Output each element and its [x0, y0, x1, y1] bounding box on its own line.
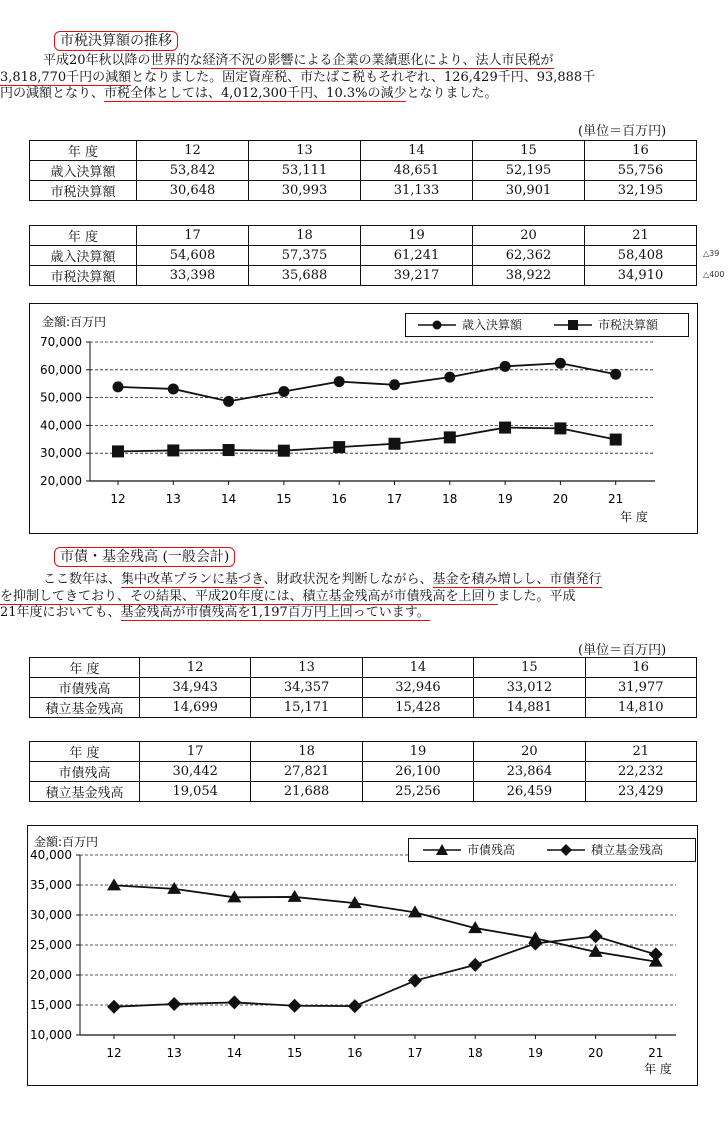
table-cell: 15	[474, 658, 585, 678]
table-cell: 12	[137, 141, 249, 161]
data-point	[112, 445, 124, 457]
table-cell: 14,881	[474, 698, 585, 718]
row-header-cell: 年 度	[30, 141, 137, 161]
table-cell: 23,429	[585, 782, 696, 802]
table-cell: 21,688	[251, 782, 362, 802]
underlined-text: 3,818,770千円の減額	[0, 69, 132, 85]
underlined-text: 基金残高が市債残高を1,197百万円上回っています。	[120, 605, 430, 620]
table-row	[30, 782, 697, 802]
table-cell: 27,821	[251, 762, 362, 782]
table-header-row	[30, 742, 697, 762]
data-point	[499, 422, 511, 434]
x-tick-label: 18	[467, 1046, 483, 1060]
x-axis-label: 年 度	[644, 1062, 672, 1076]
y-axis-label: 金額:百万円	[34, 835, 99, 849]
table-cell: 34,357	[251, 678, 362, 698]
chart-svg	[28, 826, 697, 1085]
table-cell: 21	[585, 226, 697, 246]
data-point	[167, 444, 179, 456]
data-point	[113, 381, 124, 392]
x-tick-label: 18	[442, 492, 458, 506]
table-row	[30, 181, 697, 201]
legend-label-fund: 積立基金残高	[591, 843, 664, 857]
paragraph-line	[0, 605, 690, 622]
series-line	[118, 363, 616, 401]
table-cell: 19,054	[140, 782, 251, 802]
row-header-cell: 年 度	[30, 226, 137, 246]
x-tick-label: 20	[552, 492, 569, 506]
table-cell: 13	[249, 141, 361, 161]
data-point	[589, 929, 603, 943]
margin-note: △400	[703, 270, 725, 279]
table-cell: 16	[585, 141, 697, 161]
series-line	[118, 428, 616, 452]
table-row	[30, 678, 697, 698]
table-cell: 14,810	[585, 698, 696, 718]
table-cell: 15,171	[251, 698, 362, 718]
underlined-text: 基金を積み増しし、市債発行	[432, 572, 602, 587]
x-tick-label: 15	[276, 492, 292, 506]
data-point	[278, 445, 290, 457]
margin-note: △39	[703, 249, 720, 258]
table-cell: 39,217	[361, 266, 473, 286]
data-point	[555, 358, 566, 369]
data-point	[223, 396, 234, 407]
table-row	[30, 698, 697, 718]
paragraph-text: 、財政状況を判断しながら、	[263, 572, 433, 587]
table-row	[30, 246, 697, 266]
y-tick-label: 30,000	[30, 908, 72, 922]
data-point	[408, 974, 422, 988]
data-point	[334, 376, 345, 387]
table-cell: 21	[585, 742, 696, 762]
data-point	[168, 383, 179, 394]
y-tick-label: 25,000	[30, 938, 72, 952]
data-point	[554, 422, 566, 434]
table-cell: 18	[249, 226, 361, 246]
table-cell: 34,943	[140, 678, 251, 698]
x-tick-label: 12	[110, 492, 126, 506]
data-point	[500, 361, 511, 372]
table-cell: 19	[362, 742, 473, 762]
table-cell: 62,362	[473, 246, 585, 266]
table-cell: 20	[474, 742, 585, 762]
table-cell: 16	[585, 658, 696, 678]
table-cell: 31,133	[361, 181, 473, 201]
table-cell: 25,256	[362, 782, 473, 802]
paragraph-text: となりました。固定資産税、市たばこ税もそれぞれ、126,429千円、93,888千	[131, 69, 596, 85]
x-tick-label: 21	[608, 492, 624, 506]
x-tick-label: 13	[165, 492, 181, 506]
data-point	[389, 438, 401, 450]
underlined-text: を抑制してきており、その結果、平成20年度には、積立基金残高が市債残高を上回り	[0, 588, 498, 604]
tax-paragraph	[0, 53, 690, 103]
x-tick-label: 14	[226, 1046, 243, 1060]
data-point	[227, 995, 241, 1009]
debt-table-2	[29, 741, 697, 802]
table-cell: 18	[251, 742, 362, 762]
paragraph-line	[0, 70, 690, 87]
debt-paragraph	[0, 572, 690, 622]
table-cell: 20	[473, 226, 585, 246]
y-tick-label: 20,000	[30, 968, 72, 982]
legend-label-tax: 市税決算額	[598, 318, 659, 332]
table-row	[30, 266, 697, 286]
table-cell: 38,922	[473, 266, 585, 286]
x-tick-label: 19	[497, 492, 513, 506]
table-cell: 52,195	[473, 161, 585, 181]
x-tick-label: 20	[587, 1046, 604, 1060]
table-cell: 26,100	[362, 762, 473, 782]
row-header-cell: 歳入決算額	[30, 246, 137, 266]
data-point	[278, 386, 289, 397]
table-cell: 15	[473, 141, 585, 161]
table-cell: 32,195	[585, 181, 697, 201]
y-tick-label: 10,000	[30, 1028, 72, 1042]
section-title-debt-fund: 市債・基金残高 (一般会計)	[54, 547, 235, 567]
table-cell: 53,111	[249, 161, 361, 181]
table-row	[30, 762, 697, 782]
table-cell: 12	[140, 658, 251, 678]
unit-label: (単位＝百万円)	[578, 124, 667, 139]
data-point	[528, 936, 542, 950]
underlined-text: 世界的な経済不況の影響による企業の業績悪化により、法人市民税が	[150, 53, 554, 68]
table-cell: 14	[361, 141, 473, 161]
data-point	[610, 369, 621, 380]
table-cell: 33,398	[137, 266, 249, 286]
data-point	[288, 999, 302, 1013]
table-cell: 17	[140, 742, 251, 762]
data-point	[610, 434, 622, 446]
tax-table-1	[29, 140, 697, 201]
row-header-cell: 市税決算額	[30, 181, 137, 201]
x-axis-label: 年 度	[620, 510, 648, 524]
paragraph-text: 平成20年秋以降の	[43, 53, 151, 68]
y-tick-label: 35,000	[30, 878, 72, 892]
x-tick-label: 16	[331, 492, 347, 506]
table-cell: 30,993	[249, 181, 361, 201]
table-cell: 35,688	[249, 266, 361, 286]
table-cell: 14	[362, 658, 473, 678]
table-header-row	[30, 141, 697, 161]
row-header-cell: 市税決算額	[30, 266, 137, 286]
y-tick-label: 30,000	[40, 446, 82, 461]
underlined-text: 集中改革プランに基づき	[121, 572, 264, 587]
table-cell: 30,901	[473, 181, 585, 201]
data-point	[333, 441, 345, 453]
y-tick-label: 70,000	[40, 335, 82, 349]
x-tick-label: 16	[347, 1046, 363, 1060]
underlined-text: 市税全体としては、4,012,300千円、10.3%の減少	[104, 86, 407, 101]
data-point	[167, 997, 181, 1011]
chart-legend	[405, 313, 689, 337]
paragraph-line	[0, 589, 690, 606]
section-title-tax: 市税決算額の推移	[54, 31, 178, 51]
revenue-tax-chart	[29, 303, 698, 534]
table-cell: 55,756	[585, 161, 697, 181]
y-tick-label: 15,000	[30, 998, 72, 1012]
table-cell: 34,910	[585, 266, 697, 286]
table-cell: 54,608	[137, 246, 249, 266]
paragraph-text: 21年度においても、	[0, 605, 121, 620]
chart-svg	[30, 304, 697, 533]
paragraph-line	[0, 86, 690, 103]
table-cell: 15,428	[362, 698, 473, 718]
table-row	[30, 161, 697, 181]
row-header-cell: 市債残高	[30, 762, 140, 782]
y-tick-label: 50,000	[40, 390, 82, 405]
legend-label-debt: 市債残高	[467, 843, 516, 857]
table-cell: 26,459	[474, 782, 585, 802]
paragraph-text: となりました。	[406, 86, 498, 101]
table-cell: 32,946	[362, 678, 473, 698]
x-tick-label: 13	[166, 1046, 182, 1060]
data-point	[444, 372, 455, 383]
y-tick-label: 20,000	[40, 474, 82, 488]
table-cell: 30,648	[137, 181, 249, 201]
series-line	[114, 885, 656, 961]
data-point	[649, 947, 663, 961]
data-point	[389, 379, 400, 390]
x-tick-label: 21	[648, 1046, 664, 1060]
table-cell: 19	[361, 226, 473, 246]
x-tick-label: 17	[407, 1046, 423, 1060]
data-point	[223, 444, 235, 456]
y-tick-label: 40,000	[30, 848, 72, 862]
x-tick-label: 12	[106, 1046, 122, 1060]
table-cell: 33,012	[474, 678, 585, 698]
table-cell: 61,241	[361, 246, 473, 266]
unit-label: (単位＝百万円)	[578, 643, 667, 658]
paragraph-text: ました。平成	[497, 588, 576, 604]
tax-table-2	[29, 225, 697, 286]
table-cell: 30,442	[140, 762, 251, 782]
chart-legend	[408, 838, 696, 862]
row-header-cell: 積立基金残高	[30, 698, 140, 718]
table-cell: 58,408	[585, 246, 697, 266]
x-tick-label: 14	[220, 492, 237, 506]
data-point	[468, 958, 482, 972]
row-header-cell: 年 度	[30, 658, 140, 678]
data-point	[348, 999, 362, 1013]
table-cell: 13	[251, 658, 362, 678]
paragraph-text: ここ数年は、	[43, 572, 122, 587]
paragraph-line	[30, 53, 690, 70]
paragraph-text: 円の減額となり、	[0, 86, 105, 101]
row-header-cell: 積立基金残高	[30, 782, 140, 802]
row-header-cell: 年 度	[30, 742, 140, 762]
table-cell: 23,864	[474, 762, 585, 782]
data-point	[107, 878, 121, 890]
x-tick-label: 19	[527, 1046, 544, 1060]
table-header-row	[30, 226, 697, 246]
legend-label-revenue: 歳入決算額	[462, 318, 523, 332]
data-point	[107, 1000, 121, 1014]
paragraph-line	[30, 572, 690, 589]
row-header-cell: 歳入決算額	[30, 161, 137, 181]
table-cell: 14,699	[140, 698, 251, 718]
y-tick-label: 40,000	[40, 418, 82, 433]
table-header-row	[30, 658, 697, 678]
table-cell: 53,842	[137, 161, 249, 181]
table-cell: 57,375	[249, 246, 361, 266]
row-header-cell: 市債残高	[30, 678, 140, 698]
table-cell: 31,977	[585, 678, 696, 698]
x-tick-label: 17	[386, 492, 403, 506]
data-point	[444, 431, 456, 443]
debt-table-1	[29, 657, 697, 718]
table-cell: 48,651	[361, 161, 473, 181]
table-cell: 22,232	[585, 762, 696, 782]
data-point	[288, 890, 302, 902]
x-tick-label: 15	[286, 1046, 303, 1060]
y-tick-label: 60,000	[40, 362, 82, 377]
table-cell: 17	[137, 226, 249, 246]
debt-fund-chart	[27, 825, 698, 1086]
y-axis-label: 金額:百万円	[42, 315, 107, 329]
